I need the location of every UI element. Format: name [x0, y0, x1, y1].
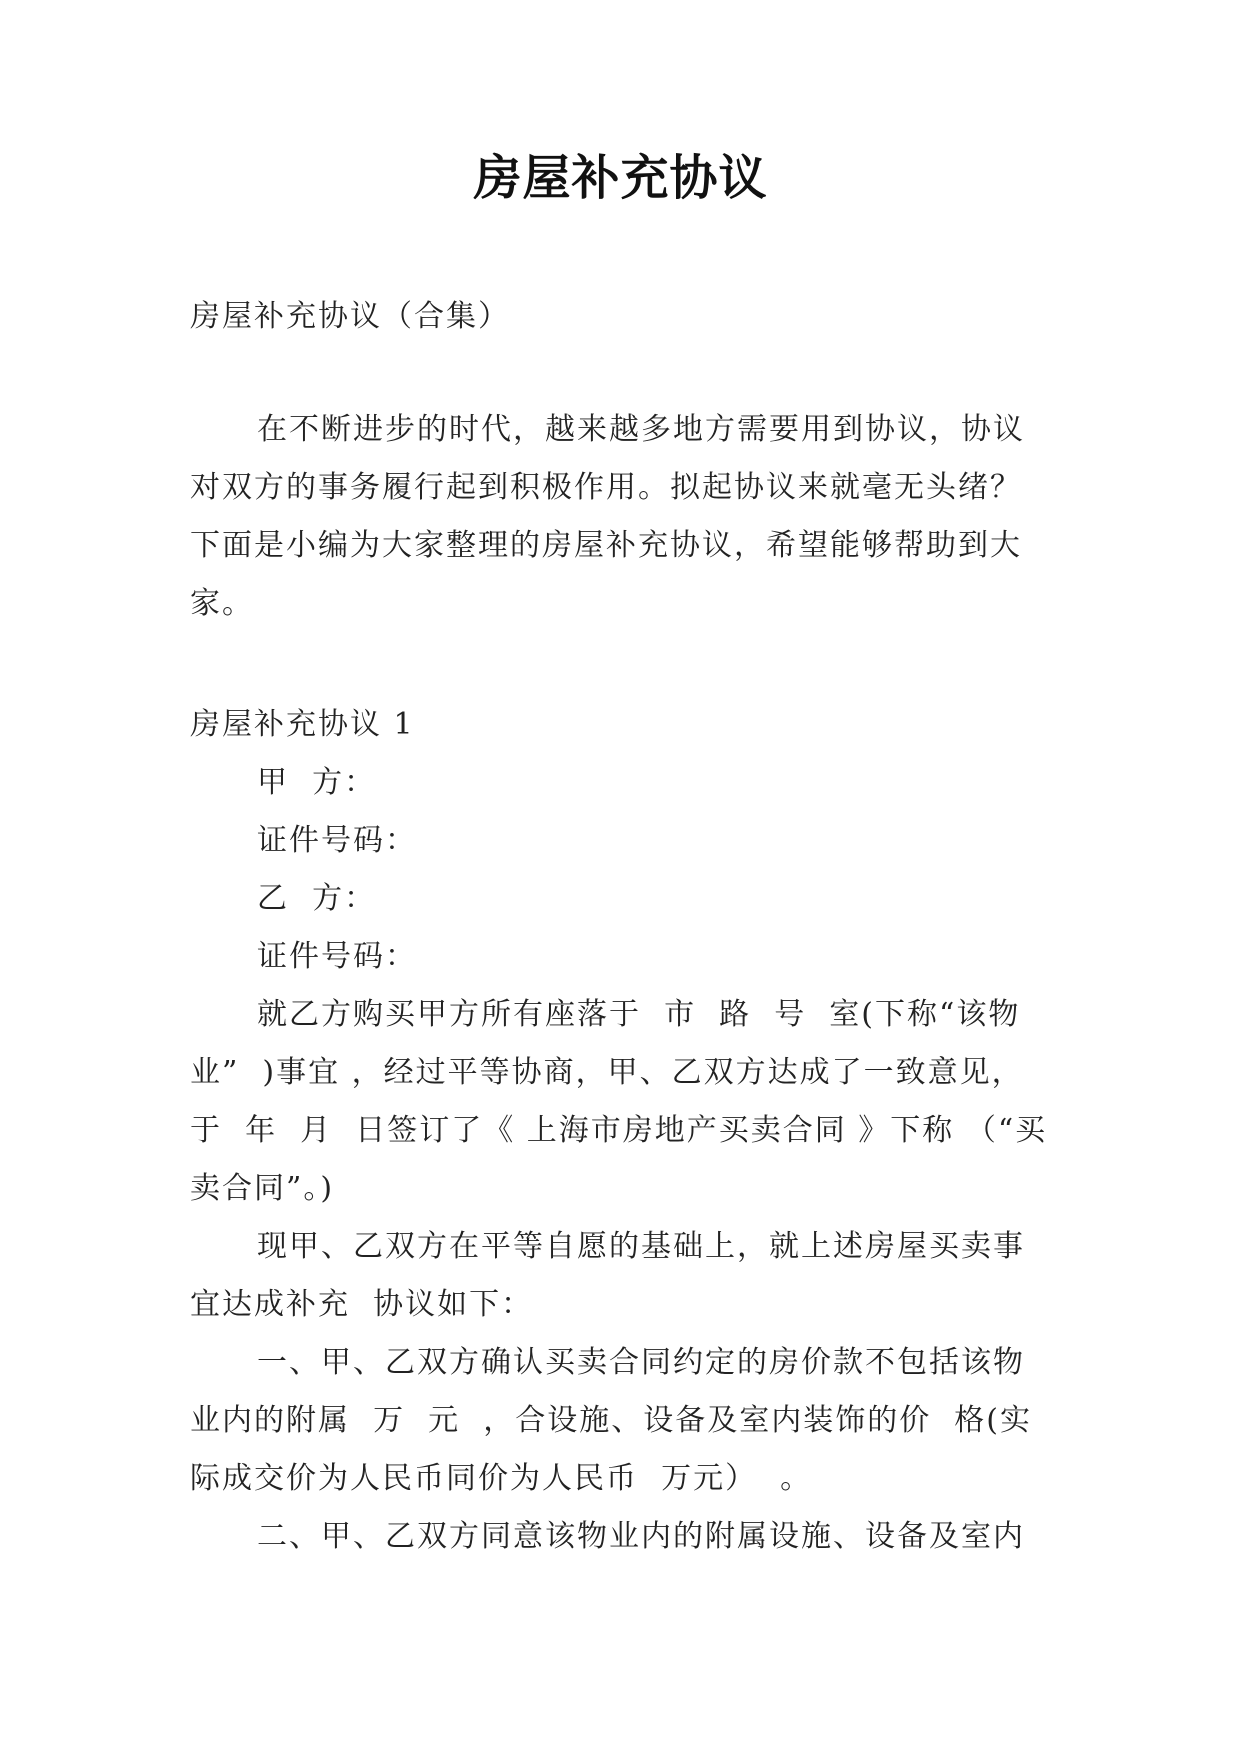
para1-line-2: 业” )事宜 ，经过平等协商，甲、乙双方达成了一致意见， — [190, 1055, 1024, 1090]
document-title: 房屋补充协议 — [473, 150, 768, 206]
intro-line-3: 下面是小编为大家整理的房屋补充协议，希望能够帮助到大 — [190, 528, 1022, 563]
clause1-line-3: 际成交价为人民币同价为人民币 万元） 。 — [190, 1461, 813, 1496]
para1-line-3: 于 年 月 日签订了《 上海市房地产买卖合同 》下称 （“买 — [190, 1113, 1048, 1148]
document-subtitle: 房屋补充协议（合集） — [190, 299, 510, 334]
clause1-line-1: 一、甲、乙双方确认买卖合同约定的房价款不包括该物 — [257, 1345, 1025, 1380]
intro-line-1: 在不断进步的时代，越来越多地方需要用到协议，协议 — [257, 412, 1025, 447]
intro-line-4: 家。 — [190, 586, 254, 621]
section-heading: 房屋补充协议 1 — [190, 707, 415, 742]
party-a-label: 甲 方： — [257, 765, 377, 800]
party-a-id-label: 证件号码： — [257, 823, 417, 858]
intro-line-2: 对双方的事务履行起到积极作用。拟起协议来就毫无头绪？ — [190, 470, 1022, 505]
para2-line-2: 宜达成补充 协议如下： — [190, 1287, 534, 1322]
para1-line-4: 卖合同”。) — [190, 1171, 335, 1206]
para2-line-1: 现甲、乙双方在平等自愿的基础上，就上述房屋买卖事 — [257, 1229, 1025, 1264]
party-b-label: 乙 方： — [257, 881, 377, 916]
para1-line-1: 就乙方购买甲方所有座落于 市 路 号 室(下称“该物 — [257, 997, 1021, 1032]
clause1-line-2: 业内的附属 万 元 ，合设施、设备及室内装饰的价 格(实 — [190, 1403, 1032, 1438]
clause2-line-1: 二、甲、乙双方同意该物业内的附属设施、设备及室内 — [257, 1519, 1025, 1554]
party-b-id-label: 证件号码： — [257, 939, 417, 974]
